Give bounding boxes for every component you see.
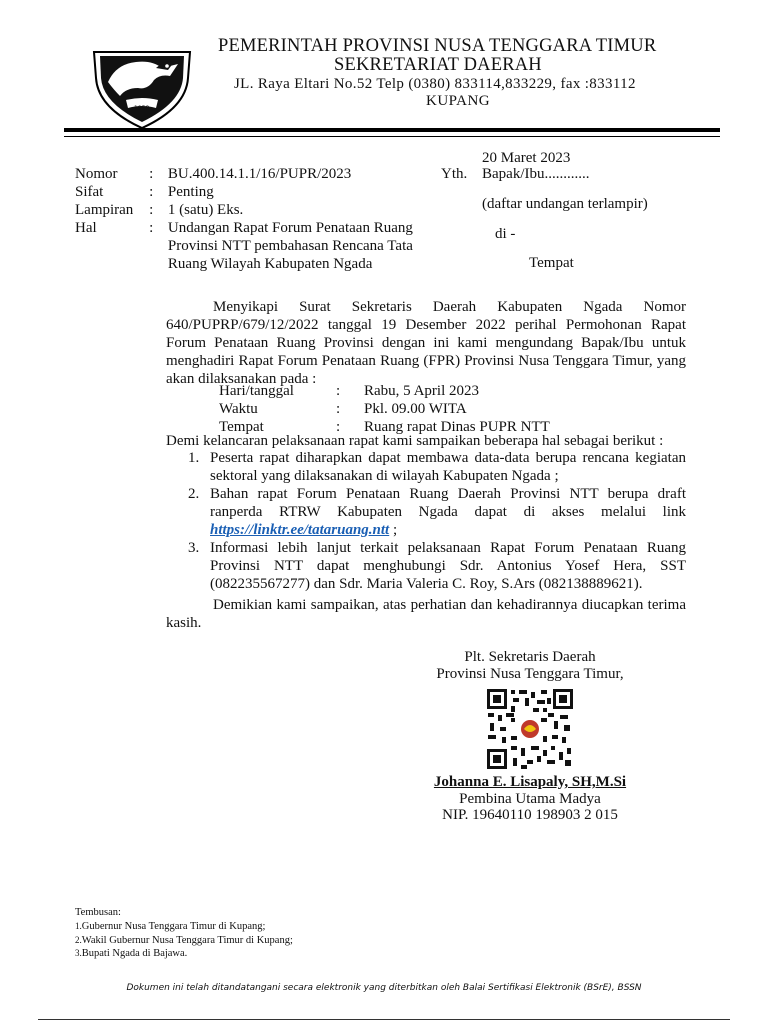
schedule-key: Hari/tanggal bbox=[219, 383, 294, 399]
schedule-colon: : bbox=[336, 383, 341, 399]
letterhead-thick-rule bbox=[64, 128, 720, 132]
recipient-place: Tempat bbox=[529, 255, 574, 271]
recipient-name: Bapak/Ibu............ bbox=[482, 166, 590, 182]
meta-value: Undangan Rapat Forum Penataan Ruang Provinsi NTT pembahasan Rencana Tata Ruang Wilayah Kabupaten Ngada bbox=[167, 220, 413, 272]
electronic-signature-footer: Dokumen ini telah ditandatangani secara elektronik yang diterbitkan oleh Balai Sertifikasi Elektronik (BSrE), BSSN bbox=[126, 983, 642, 993]
schedule-key: Tempat bbox=[219, 419, 264, 435]
logo-year: 1958 bbox=[134, 105, 150, 112]
schedule-row bbox=[219, 400, 550, 418]
list-item-number: 2. bbox=[188, 486, 200, 502]
meta-colon: : bbox=[149, 220, 154, 236]
letter-meta bbox=[75, 165, 415, 273]
signature-title-line2: Provinsi Nusa Tenggara Timur, bbox=[436, 666, 624, 682]
ranperda-link[interactable]: https://linktr.ee/tataruang.ntt bbox=[210, 522, 390, 538]
carbon-copy-list bbox=[75, 907, 293, 961]
meeting-schedule bbox=[219, 382, 550, 436]
letterhead-city: KUPANG bbox=[426, 93, 491, 109]
recipient-di: di - bbox=[495, 226, 516, 242]
meta-value: 1 (satu) Eks. bbox=[167, 202, 244, 218]
meta-colon: : bbox=[149, 166, 154, 182]
schedule-key: Waktu bbox=[219, 401, 258, 417]
list-item bbox=[166, 539, 686, 593]
body-intro-paragraph: Menyikapi Surat Sekretaris Daerah Kabupaten Ngada Nomor 640/PUPRP/679/12/2022 tanggal 19 Desember 2022 perihal Permohonan Rapat Forum Penataan Ruang Provinsi dengan ini kami mengundang Bapak/Ibu untuk menghadiri Rapat Forum Penataan Ruang (FPR) Provinsi Nusa Tenggara Timur, yang akan dilaksanakan pada : bbox=[166, 299, 686, 387]
letterhead-address: JL. Raya Eltari No.52 Telp (0380) 833114,833229, fax :833112 bbox=[234, 76, 636, 92]
carbon-copy-number: 2. bbox=[75, 934, 82, 945]
letterhead-office-name: SEKRETARIAT DAERAH bbox=[334, 55, 542, 75]
meta-key: Sifat bbox=[75, 184, 104, 200]
footer-rule bbox=[38, 1019, 730, 1020]
meta-value: BU.400.14.1.1/16/PUPR/2023 bbox=[167, 166, 352, 182]
schedule-value: Ruang rapat Dinas PUPR NTT bbox=[364, 419, 550, 435]
signature-title-line1: Plt. Sekretaris Daerah bbox=[464, 649, 596, 665]
carbon-copy-text: Bupati Ngada di Bajawa. bbox=[81, 948, 188, 960]
meta-row-hal bbox=[75, 219, 415, 273]
list-item-text-tail: ; bbox=[389, 522, 398, 538]
letterhead-thin-rule bbox=[64, 136, 720, 137]
list-item-number: 1. bbox=[188, 450, 200, 466]
letterhead-government-name: PEMERINTAH PROVINSI NUSA TENGGARA TIMUR bbox=[218, 36, 657, 56]
schedule-value: Pkl. 09.00 WITA bbox=[364, 401, 467, 417]
body-lead-sentence: Demi kelancaran pelaksanaan rapat kami sampaikan beberapa hal sebagai berikut : bbox=[166, 433, 664, 449]
carbon-copy-number: 1. bbox=[75, 920, 82, 931]
letter-date: 20 Maret 2023 bbox=[482, 150, 571, 166]
list-item-number: 3. bbox=[188, 540, 200, 556]
carbon-copy-text: Gubernur Nusa Tenggara Timur di Kupang; bbox=[81, 920, 266, 932]
signatory-name: Johanna E. Lisapaly, SH,M.Si bbox=[433, 774, 627, 790]
carbon-copy-item bbox=[75, 934, 293, 948]
provincial-emblem-logo bbox=[86, 38, 198, 130]
recipient-yth: Yth. bbox=[441, 166, 468, 182]
meta-key: Lampiran bbox=[75, 202, 134, 218]
meta-key: Hal bbox=[75, 220, 97, 236]
body-numbered-list bbox=[166, 449, 686, 593]
meta-key: Nomor bbox=[75, 166, 118, 182]
signature-qr-code bbox=[486, 688, 574, 770]
signatory-nip: NIP. 19640110 198903 2 015 bbox=[442, 807, 618, 823]
meta-row-nomor bbox=[75, 165, 415, 183]
list-item bbox=[166, 449, 686, 485]
meta-row-sifat bbox=[75, 183, 415, 201]
carbon-copy-item bbox=[75, 947, 293, 961]
schedule-colon: : bbox=[336, 401, 341, 417]
signatory-rank: Pembina Utama Madya bbox=[459, 791, 601, 807]
list-item-text: Peserta rapat diharapkan dapat membawa data-data berupa rencana kegiatan sektoral yang dilaksanakan di wilayah Kabupaten Ngada ; bbox=[210, 450, 686, 484]
carbon-copy-text: Wakil Gubernur Nusa Tenggara Timur di Kupang; bbox=[81, 934, 293, 946]
carbon-copy-number: 3. bbox=[75, 948, 82, 959]
recipient-note: (daftar undangan terlampir) bbox=[482, 196, 648, 212]
meta-value: Penting bbox=[167, 184, 214, 200]
meta-row-lampiran bbox=[75, 201, 415, 219]
carbon-copy-label: Tembusan: bbox=[75, 907, 121, 918]
schedule-colon: : bbox=[336, 419, 341, 435]
body-closing-paragraph: Demikian kami sampaikan, atas perhatian dan kehadirannya diucapkan terima kasih. bbox=[166, 597, 686, 631]
carbon-copy-item bbox=[75, 920, 293, 934]
schedule-row bbox=[219, 382, 550, 400]
meta-colon: : bbox=[149, 202, 154, 218]
meta-colon: : bbox=[149, 184, 154, 200]
list-item-text: Informasi lebih lanjut terkait pelaksanaan Rapat Forum Penataan Ruang Provinsi NTT dapat menghubungi Sdr. Antonius Yosef Hera, SST (082235567277) dan Sdr. Maria Valeria C. Roy, S.Ars (082138889621). bbox=[210, 540, 686, 592]
list-item-text: Bahan rapat Forum Penataan Ruang Daerah Provinsi NTT berupa draft ranperda RTRW Kabupaten Ngada dapat di akses melalui link bbox=[210, 486, 686, 520]
schedule-value: Rabu, 5 April 2023 bbox=[364, 383, 479, 399]
list-item bbox=[166, 485, 686, 539]
